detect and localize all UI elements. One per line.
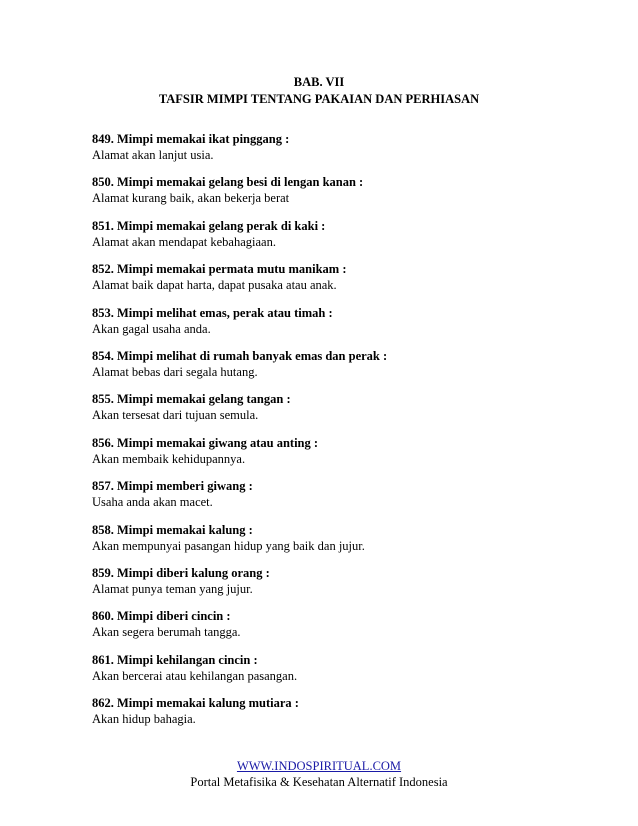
- dream-entry: [92, 652, 592, 695]
- dream-question: 858. Mimpi memakai kalung :: [92, 522, 253, 537]
- dream-question: 855. Mimpi memakai gelang tangan :: [92, 392, 291, 407]
- dream-question: 862. Mimpi memakai kalung mutiara :: [92, 696, 299, 711]
- dream-meaning: Alamat kurang baik, akan bekerja berat: [92, 191, 290, 206]
- dream-meaning: Alamat akan lanjut usia.: [92, 148, 214, 162]
- dream-question: 851. Mimpi memakai gelang perak di kaki :: [92, 218, 326, 233]
- dream-entry: [92, 261, 592, 304]
- dream-entry: [92, 391, 592, 434]
- dream-entry: [92, 478, 592, 521]
- dream-question: 849. Mimpi memakai ikat pinggang :: [92, 132, 290, 146]
- dream-entry: [92, 695, 592, 738]
- footer-website-link[interactable]: WWW.INDOSPIRITUAL.COM: [236, 759, 402, 773]
- dream-question: 861. Mimpi kehilangan cincin :: [92, 652, 258, 667]
- dream-meaning: Akan tersesat dari tujuan semula.: [92, 408, 259, 423]
- dream-entry: [92, 608, 592, 651]
- dream-question: 852. Mimpi memakai permata mutu manikam :: [92, 262, 347, 277]
- dream-meaning: Akan segera berumah tangga.: [92, 625, 241, 640]
- dream-meaning: Alamat punya teman yang jujur.: [92, 581, 253, 596]
- dream-entry: [92, 174, 592, 217]
- chapter-title: TAFSIR MIMPI TENTANG PAKAIAN DAN PERHIASAN: [158, 92, 480, 106]
- dream-entries-list: [92, 131, 592, 738]
- dream-meaning: Usaha anda akan macet.: [92, 495, 213, 510]
- dream-question: 857. Mimpi memberi giwang :: [92, 479, 253, 494]
- dream-question: 850. Mimpi memakai gelang besi di lengan kanan :: [92, 175, 364, 190]
- dream-entry: [92, 131, 592, 174]
- dream-meaning: Akan mempunyai pasangan hidup yang baik dan jujur.: [92, 538, 365, 553]
- dream-question: 856. Mimpi memakai giwang atau anting :: [92, 435, 319, 450]
- dream-question: 854. Mimpi melihat di rumah banyak emas dan perak :: [92, 348, 388, 363]
- dream-entry: [92, 522, 592, 565]
- dream-meaning: Alamat baik dapat harta, dapat pusaka atau anak.: [92, 278, 337, 293]
- dream-entry: [92, 305, 592, 348]
- chapter-number: BAB. VII: [293, 75, 345, 89]
- dream-meaning: Akan membaik kehidupannya.: [92, 451, 246, 466]
- dream-meaning: Akan gagal usaha anda.: [92, 321, 211, 336]
- dream-question: 853. Mimpi melihat emas, perak atau timah :: [92, 305, 333, 320]
- dream-meaning: Akan bercerai atau kehilangan pasangan.: [92, 668, 298, 683]
- footer-subtitle: Portal Metafisika & Kesehatan Alternatif Indonesia: [190, 775, 448, 789]
- dream-entry: [92, 435, 592, 478]
- dream-meaning: Alamat bebas dari segala hutang.: [92, 364, 258, 379]
- dream-question: 859. Mimpi diberi kalung orang :: [92, 565, 270, 580]
- dream-question: 860. Mimpi diberi cincin :: [92, 609, 231, 624]
- dream-meaning: Alamat akan mendapat kebahagiaan.: [92, 234, 276, 249]
- dream-entry: [92, 348, 592, 391]
- dream-entry: [92, 218, 592, 261]
- dream-entry: [92, 565, 592, 608]
- dream-meaning: Akan hidup bahagia.: [92, 712, 196, 727]
